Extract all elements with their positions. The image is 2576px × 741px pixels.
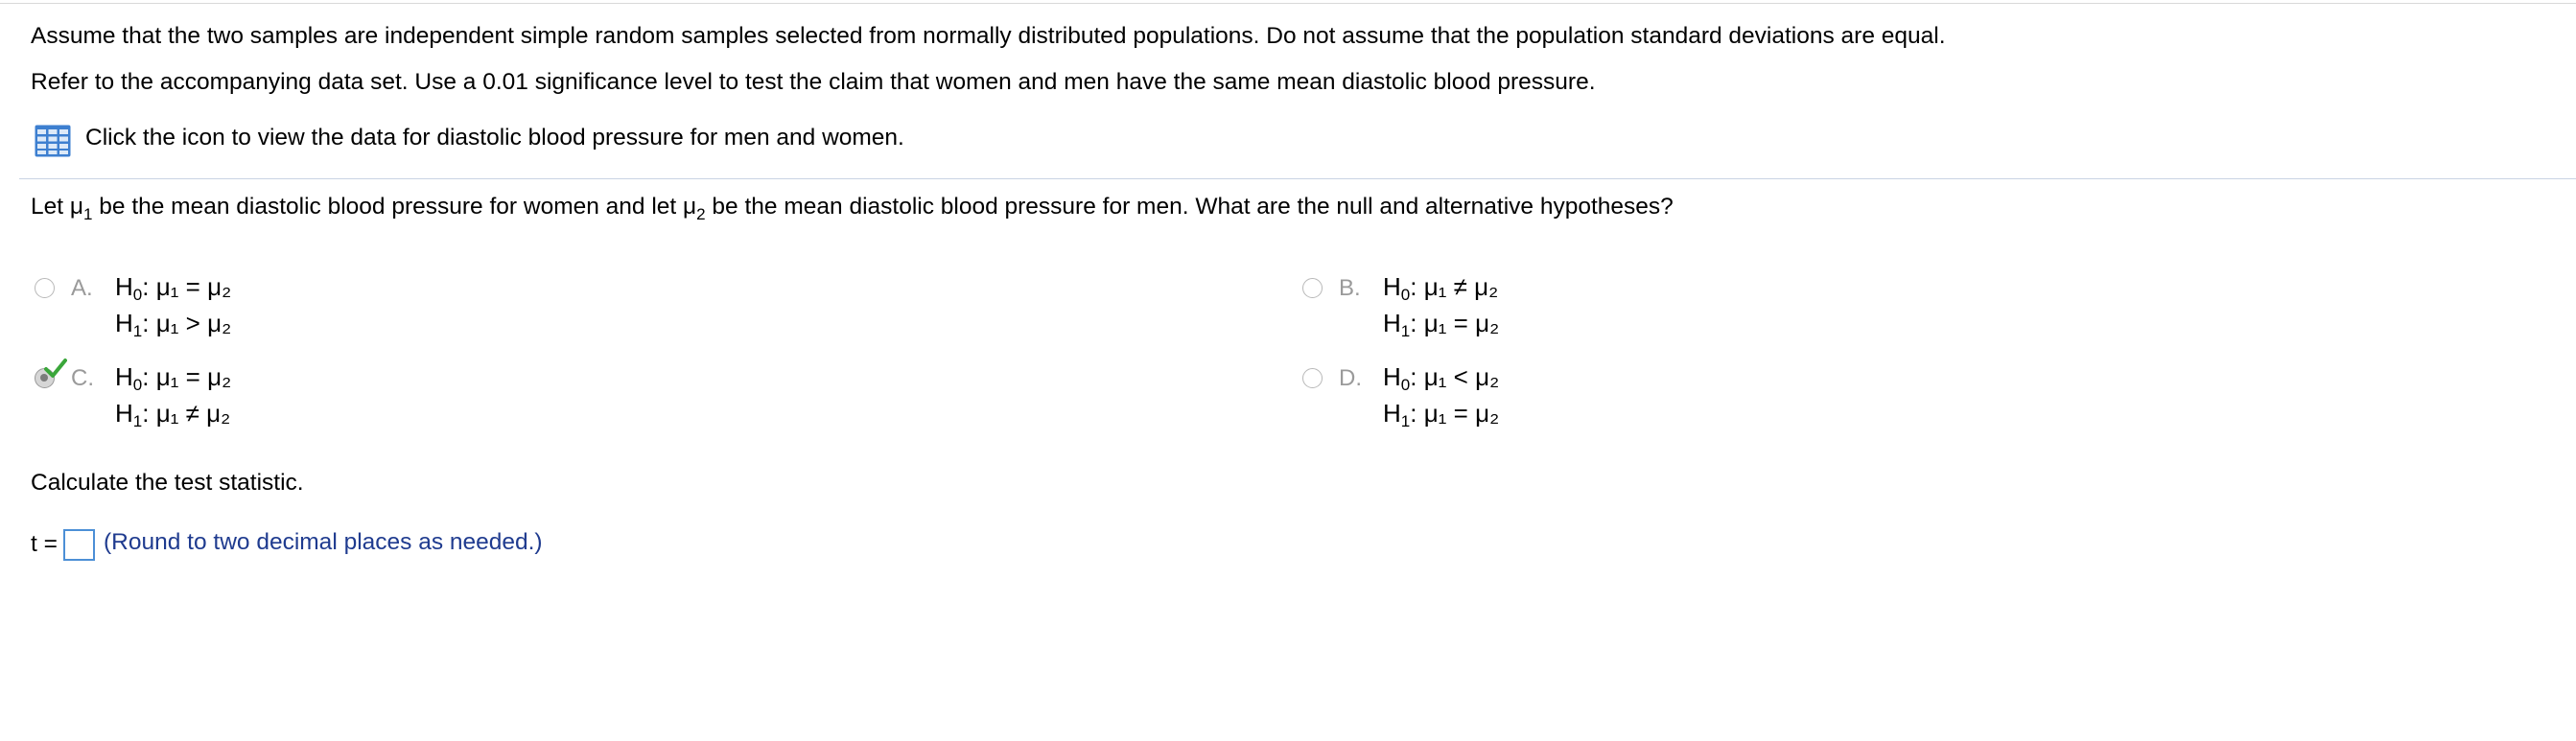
correct-check-icon: [44, 358, 67, 379]
data-link-text[interactable]: Click the icon to view the data for diastolic blood pressure for men and women.: [85, 125, 904, 151]
option-d-alt: $H_1$: μ₁ = μ₂: [1383, 399, 1500, 430]
option-b-radio[interactable]: [1302, 278, 1323, 298]
option-a-radio[interactable]: [35, 278, 55, 298]
t-label: t =: [31, 531, 58, 557]
option-b-null: $H_0$: μ₁ ≠ μ₂: [1383, 272, 1499, 304]
option-c-alt: $H_1$: μ₁ ≠ μ₂: [115, 399, 231, 430]
t-answer-input[interactable]: [63, 529, 95, 561]
rounding-hint: (Round to two decimal places as needed.): [104, 529, 543, 555]
option-d-null: $H_0$: μ₁ < μ₂: [1383, 362, 1500, 394]
data-table-icon[interactable]: [35, 125, 71, 157]
option-b-letter: B.: [1339, 275, 1361, 301]
test-statistic-prompt: Calculate the test statistic.: [31, 470, 304, 496]
top-border: [0, 3, 2576, 4]
option-a-letter: A.: [71, 275, 93, 301]
option-d-radio[interactable]: [1302, 368, 1323, 388]
option-d-letter: D.: [1339, 365, 1362, 391]
instruction-text: Refer to the accompanying data set. Use a 0.01 significance level to test the claim that women and men have the same mean diastolic blood pressure.: [31, 69, 1596, 95]
option-c-letter: C.: [71, 365, 94, 391]
option-a-null: $H_0$: μ₁ = μ₂: [115, 272, 232, 304]
option-c-null: $H_0$: μ₁ = μ₂: [115, 362, 232, 394]
section-divider: [19, 178, 2576, 179]
hypotheses-question: Let $\mu_1$ be the mean diastolic blood pressure for women and let $\mu_2$ be the mean diastolic blood pressure for men. What are the null and alternative hypotheses?: [31, 194, 1674, 223]
option-b-alt: $H_1$: μ₁ = μ₂: [1383, 309, 1500, 340]
option-a-alt: $H_1$: μ₁ > μ₂: [115, 309, 232, 340]
assumption-text: Assume that the two samples are independent simple random samples selected from normally distributed populations. Do not assume that the population standard deviations are equal.: [31, 23, 1946, 49]
